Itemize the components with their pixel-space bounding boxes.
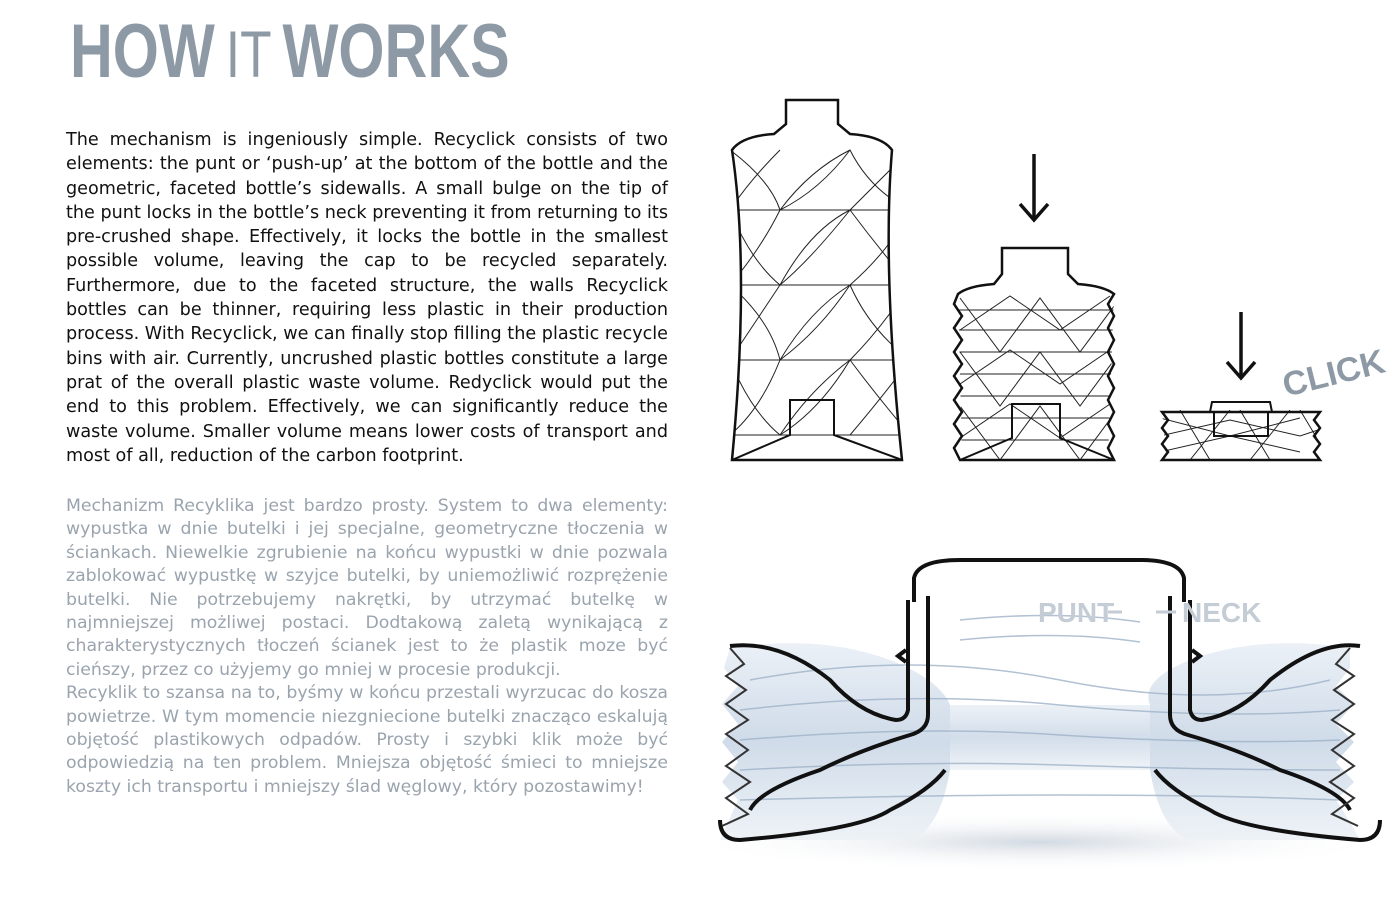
fully-crushed-bottle [1160, 402, 1330, 460]
click-label: CLICK [1278, 342, 1389, 405]
compressed-bottle-body [720, 615, 1360, 840]
title-it: IT [225, 17, 272, 91]
polish-paragraph-2: Recyklik to szansa na to, byśmy w końcu przestali wyrzucac do kosza powietrze. W tym momencie niezgniecione butelki znacząco eskalują objętość plastikowych odpadów. Prosty i szybki klik może być odpowiedzią na ten problem. Mniejsza objętość śmieci to mniejsze koszty ich transportu i mniejszy ślad węglowy, który pozostawimy! [66, 683, 668, 797]
compression-sequence-diagram [710, 90, 1400, 480]
arrow-down-icon [1020, 154, 1048, 220]
full-bottle [730, 100, 910, 460]
english-description: The mechanism is ingeniously simple. Recyclick consists of two elements: the punt or ‘push-up’ at the bottom of the bottle and the geometric, faceted bottle’s sidewalls. A small bulge on the tip of the punt locks in the bottle’s neck preventing it from returning to its pre-crushed shape. Effectively, it locks the bottle in the smallest possible volume, leaving the cap to be recycled separately. Furthermore, due to the faceted structure, the walls Recyclick bottles can be thinner, requiring less plastic in their production process. With Recyclick, we can finally stop filling the plastic recycle bins with air. Currently, uncrushed plastic bottles constitute a large prat of the overall plastic waste volume. Redyclick would put the end to this problem. Effectively, we can significantly reduce the waste volume. Smaller volume means lower costs of transport and most of all, reduction of the carbon footprint. [66, 130, 668, 466]
neck-label: NECK [1182, 597, 1262, 628]
locked-punt-closeup [660, 530, 1400, 890]
polish-description [66, 495, 668, 799]
polish-paragraph-1: Mechanizm Recyklika jest bardzo prosty. System to dwa elementy: wypustka w dnie butelki i jej specjalne, geometryczne tłoczenia w ściankach. Niewelkie zgrubienie na końcu wypustki w dnie pozwala zablokować wypustkę w szyjce butelki, by uniemożliwić rozprężenie butelki. Nie potrzebujemy nakrętki, by utrzymać butelkę w najmniejszej możliwej postaci. Dodtakową zaletą wynikającą z charakterystycznych tłoczeń ścianek jest to że plastik moze być cieńszy, przez co użyjemy go mniej w procesie produkcji. [66, 496, 668, 680]
title-works: WORKS [282, 9, 510, 94]
page-title [70, 9, 510, 104]
title-how: HOW [70, 9, 215, 94]
punt-label: PUNT [1038, 597, 1115, 628]
half-crushed-bottle [950, 248, 1120, 460]
arrow-down-icon [1227, 312, 1255, 378]
